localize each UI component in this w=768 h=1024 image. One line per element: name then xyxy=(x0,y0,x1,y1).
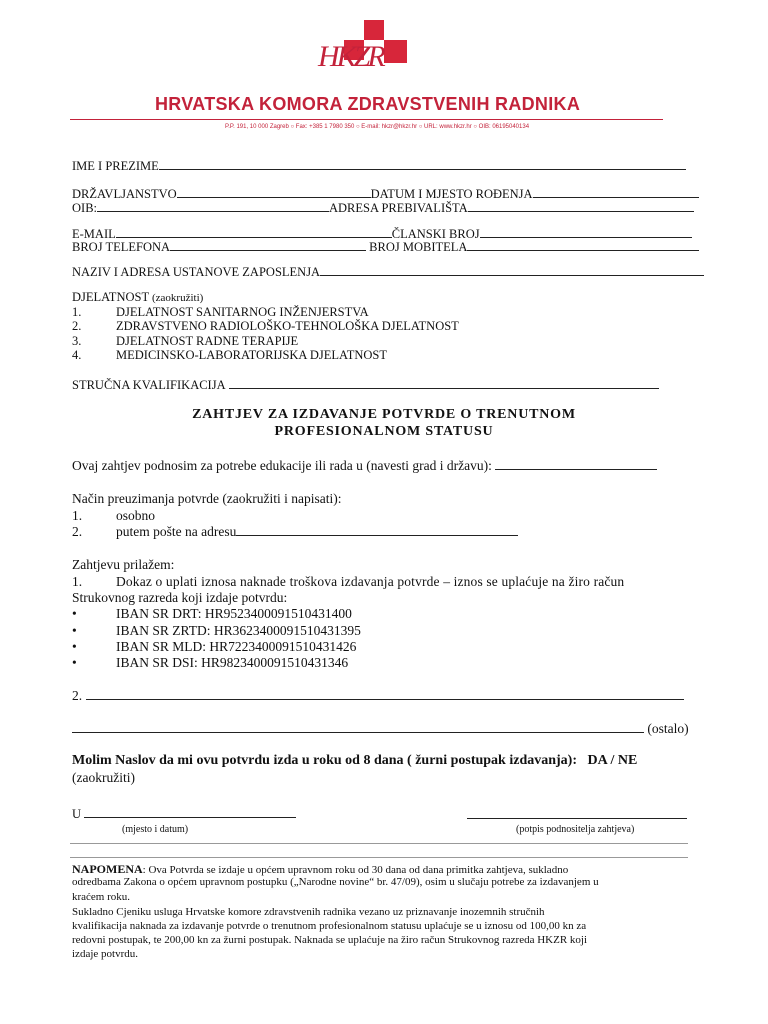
iban-item: • IBAN SR DRT: HR9523400091510431400 xyxy=(72,606,352,621)
birth-field[interactable] xyxy=(533,186,699,198)
phone-row xyxy=(72,239,699,255)
place-date-field[interactable] xyxy=(84,806,296,818)
iban-item: • IBAN SR MLD: HR7223400091510431426 xyxy=(72,639,357,654)
pickup-option-post[interactable]: 2. putem pošte na adresu xyxy=(72,524,518,540)
note-line: Sukladno Cjeniku usluga Hrvatske komore zdravstvenih radnika vezano uz priznavanje inozemnih stručnih xyxy=(72,906,545,918)
other-row xyxy=(72,721,689,737)
note-line: redovni postupak, te 200,00 kn za žurni postupak. Naknada se uplaćuje na žiro račun Strukovnog razreda HKZR koji xyxy=(72,934,588,946)
email-label: E-MAIL xyxy=(72,227,116,241)
signature-label: (potpis podnositelja zahtjeva) xyxy=(516,824,635,835)
activity-heading-note: (zaokružiti) xyxy=(151,292,204,304)
email-field[interactable] xyxy=(116,226,392,238)
form-title-line1: ZAHTJEV ZA IZDAVANJE POTVRDE O TRENUTNOM xyxy=(192,407,576,422)
note-line: kraćem roku. xyxy=(72,891,131,903)
phone-label: BROJ TELEFONA xyxy=(72,240,171,254)
org-address: P.P. 191, 10 000 Zagreb ○ Fax: +385 1 7980 350 ○ E-mail: hkzr@hkzr.hr ○ URL: www.hkzr.hr ○ OIB: 06195040134 xyxy=(225,124,530,130)
attach-item-2-field[interactable] xyxy=(86,688,684,700)
place-date-label: (mjesto i datum) xyxy=(122,824,189,835)
other-label: (ostalo) xyxy=(647,721,689,736)
form-title-line2: PROFESIONALNOM STATUSU xyxy=(274,424,494,439)
logo-red-square xyxy=(364,20,384,40)
citizenship-field[interactable] xyxy=(177,186,371,198)
oib-row xyxy=(72,200,694,216)
qualification-row xyxy=(72,377,659,393)
citizenship-label: DRŽAVLJANSTVO xyxy=(72,187,177,201)
employer-row xyxy=(72,264,704,280)
activity-item[interactable]: 4. MEDICINSKO-LABORATORIJSKA DJELATNOST xyxy=(72,348,387,362)
address-label: ADRESA PREBIVALIŠTA xyxy=(329,201,468,215)
activity-item[interactable]: 3. DJELATNOST RADNE TERAPIJE xyxy=(72,334,299,348)
member-label: ČLANSKI BROJ xyxy=(391,227,480,241)
oib-field[interactable] xyxy=(97,200,329,212)
name-label: IME I PREZIME xyxy=(72,159,159,173)
iban-item: • IBAN SR ZRTD: HR3623400091510431395 xyxy=(72,623,361,638)
note-divider xyxy=(70,857,688,858)
qualification-label: STRUČNA KVALIFIKACIJA xyxy=(72,378,226,392)
post-address-field[interactable] xyxy=(236,524,518,536)
note-divider xyxy=(70,843,688,844)
attach-heading: Zahtjevu prilažem: xyxy=(72,557,175,572)
attach-item-1-cont: Strukovnog razreda koji izdaje potvrdu: xyxy=(72,590,288,605)
qualification-field[interactable] xyxy=(229,377,659,389)
activity-item[interactable]: 1. DJELATNOST SANITARNOG INŽENJERSTVA xyxy=(72,305,369,319)
name-field[interactable] xyxy=(159,158,686,170)
note-line: NAPOMENA: Ova Potvrda se izdaje u općem upravnom roku od 30 dana od dana primitka zahtjeva, sukladno xyxy=(72,862,569,876)
pickup-heading: Način preuzimanja potvrde (zaokružiti i napisati): xyxy=(72,491,342,506)
activity-heading: DJELATNOST (zaokružiti) xyxy=(72,290,204,304)
address-field[interactable] xyxy=(468,200,694,212)
logo-text: HKZR xyxy=(318,40,383,73)
other-field[interactable] xyxy=(72,721,644,733)
org-name: HRVATSKA KOMORA ZDRAVSTVENIH RADNIKA xyxy=(155,94,581,114)
employer-label: NAZIV I ADRESA USTANOVE ZAPOSLENJA xyxy=(72,265,321,279)
pickup-option-personal[interactable]: 1. osobno xyxy=(72,508,156,523)
birth-label: DATUM I MJESTO ROĐENJA xyxy=(370,187,533,201)
signature-field[interactable] xyxy=(467,818,687,819)
iban-item: • IBAN SR DSI: HR9823400091510431346 xyxy=(72,655,349,670)
employer-field[interactable] xyxy=(320,264,704,276)
note-line: odredbama Zakona o općem upravnom postupku („Narodne novine“ br. 47/09), osim u slučaju potrebe za izdavanjem u xyxy=(72,876,599,888)
note-line: izdaje potvrdu. xyxy=(72,948,138,960)
purpose-row xyxy=(72,458,657,474)
place-row: U xyxy=(72,806,296,822)
name-row xyxy=(72,158,686,174)
oib-label: OIB: xyxy=(72,201,97,215)
mobile-field[interactable] xyxy=(467,239,699,251)
mobile-label: BROJ MOBITELA xyxy=(369,240,468,254)
attach-item-2: 2. xyxy=(72,688,684,704)
phone-field[interactable] xyxy=(170,239,366,251)
logo-red-square xyxy=(384,40,407,63)
attach-item-1: 1. Dokaz o uplati iznosa naknade troškova izdavanja potvrde – iznos se uplaćuje na žiro račun xyxy=(72,574,625,589)
member-field[interactable] xyxy=(480,226,692,238)
note-line: kvalifikacija naknada za izdavanje potvrde o trenutnom profesionalnom statusu uplaćuje se u iznosu od 100,00 kn za xyxy=(72,920,587,932)
urgent-request: Molim Naslov da mi ovu potvrdu izda u roku od 8 dana ( žurni postupak izdavanja): DA / NE xyxy=(72,753,638,768)
urgent-note: (zaokružiti) xyxy=(72,770,135,785)
activity-item[interactable]: 2. ZDRAVSTVENO RADIOLOŠKO-TEHNOLOŠKA DJELATNOST xyxy=(72,319,459,333)
note-label: NAPOMENA xyxy=(72,862,143,876)
urgent-choice[interactable]: DA / NE xyxy=(587,753,638,768)
header-divider xyxy=(70,119,663,120)
purpose-label: Ovaj zahtjev podnosim za potrebe edukacije ili rada u (navesti grad i državu): xyxy=(72,458,492,473)
purpose-field[interactable] xyxy=(495,458,657,470)
